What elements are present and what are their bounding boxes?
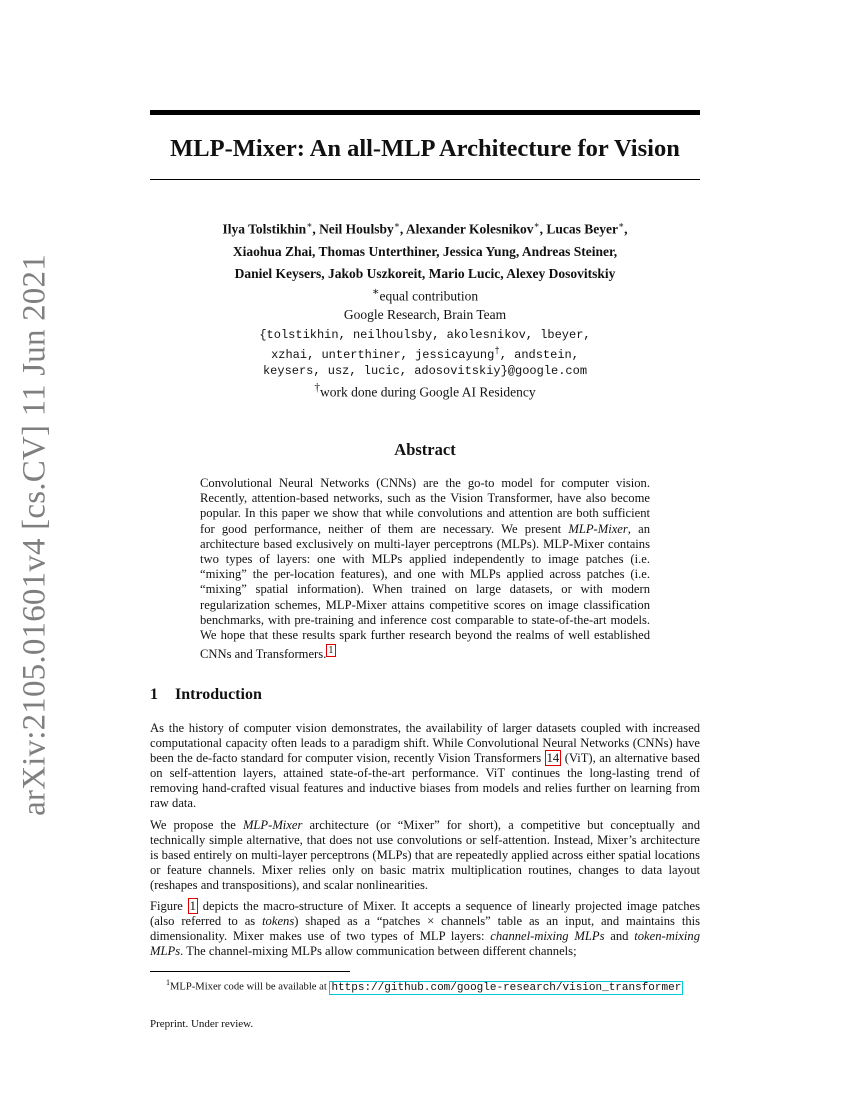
paragraph-1: As the history of computer vision demonstrates, the availability of larger datasets coupled with increased computational capacity often leads to a paradigm shift. While Convolutional Neural Networks (CNNs) have been the de-facto standard for computer vision, recently Vision Transformers 14 (ViT), an alternative based on self-attention layers, attained state-of-the-art performance. ViT continues the long-lasting trend of removing hand-crafted visual features and inductive biases from models and relies further on learning from raw data. bbox=[150, 721, 700, 811]
title-rule-bottom bbox=[150, 179, 700, 180]
footnote-text: MLP-Mixer code will be available at bbox=[170, 981, 330, 993]
author-list bbox=[150, 214, 700, 285]
section-title: Introduction bbox=[175, 686, 262, 703]
code-url-link[interactable]: https://github.com/google-research/vision_transformer bbox=[331, 981, 682, 994]
email-line-3: keysers, usz, lucic, adosovitskiy}@google.com bbox=[262, 364, 588, 378]
email-line-1: {tolstikhin, neilhoulsby, akolesnikov, lbeyer, bbox=[259, 328, 591, 342]
abstract-heading: Abstract bbox=[394, 440, 456, 459]
residency-note: †work done during Google AI Residency bbox=[314, 382, 536, 400]
author-line-2: Xiaohua Zhai, Thomas Unterthiner, Jessica Yung, Andreas Steiner, bbox=[232, 243, 618, 259]
citation-link[interactable]: 14 bbox=[546, 751, 560, 766]
equal-contribution-note: ∗equal contribution bbox=[371, 286, 479, 304]
paragraph-3: Figure 1 depicts the macro-structure of Mixer. It accepts a sequence of linearly projected image patches (also referred to as tokens) shaped as a “patches × channels” table as an input, and maintains this dimensionality. Mixer makes use of two types of MLP layers: channel-mixing MLPs and token-mixing MLPs. The channel-mixing MLPs allow communication between different channels; bbox=[150, 899, 701, 959]
figure-link[interactable]: 1 bbox=[189, 899, 196, 914]
abstract-body: Convolutional Neural Networks (CNNs) are the go-to model for computer vision. Recently, attention-based networks, such as the Vision Transformer, have also become popular. In this paper we show that while convolutions and attention are both sufficient for good performance, neither of them are necessary. We present MLP-Mixer, an architecture based exclusively on multi-layer perceptrons (MLPs). MLP-Mixer contains two types of layers: one with MLPs applied independently to image patches (i.e. “mixing” the per-location features), and one with MLPs applied across patches (i.e. “mixing” spatial information). When trained on large datasets, or with modern regularization schemes, MLP-Mixer attains competitive scores on image classification benchmarks, with pre-training and inference cost comparable to state-of-the-art models. We hope that these results spark further research beyond the realms of well established CNNs and Transformers. $^1$ bbox=[200, 476, 650, 662]
footnote bbox=[150, 976, 710, 995]
email-line-2: xzhai, unterthiner, jessicayung†, andstein, bbox=[271, 346, 579, 362]
paragraph-2: We propose the MLP-Mixer architecture (or “Mixer” for short), a competitive but conceptually and technically simple alternative, that does not use convolutions or self-attention. Instead, Mixer’s architecture is based entirely on multi-layer perceptrons (MLPs) that are repeatedly applied across either spatial locations or feature channels. Mixer relies only on basic matrix multiplication routines, changes to data layout (reshapes and transpositions), and scalar nonlinearities. bbox=[150, 817, 700, 892]
intro-body bbox=[150, 721, 700, 965]
affiliation: Google Research, Brain Team bbox=[343, 307, 507, 322]
title-rule-top bbox=[150, 110, 700, 115]
email-block bbox=[150, 327, 700, 379]
footnote-link[interactable]: 1 bbox=[328, 645, 334, 657]
preprint-note: Preprint. Under review. bbox=[150, 1018, 254, 1030]
section-number: 1 bbox=[150, 686, 158, 703]
paper-title: MLP-Mixer: An all-MLP Architecture for Vision bbox=[170, 135, 680, 162]
footnote-rule bbox=[150, 971, 350, 972]
section-heading bbox=[150, 686, 262, 704]
footnote-marker: 1 bbox=[166, 978, 170, 987]
author-line-1: Ilya Tolstikhin∗, Neil Houlsby∗, Alexander Kolesnikov∗, Lucas Beyer∗, bbox=[222, 220, 628, 237]
author-line-3: Daniel Keysers, Jakob Uszkoreit, Mario Lucic, Alexey Dosovitskiy bbox=[234, 265, 616, 281]
arxiv-id-text: arXiv:2105.01601v4 [cs.CV] 11 Jun 2021 bbox=[16, 254, 53, 816]
